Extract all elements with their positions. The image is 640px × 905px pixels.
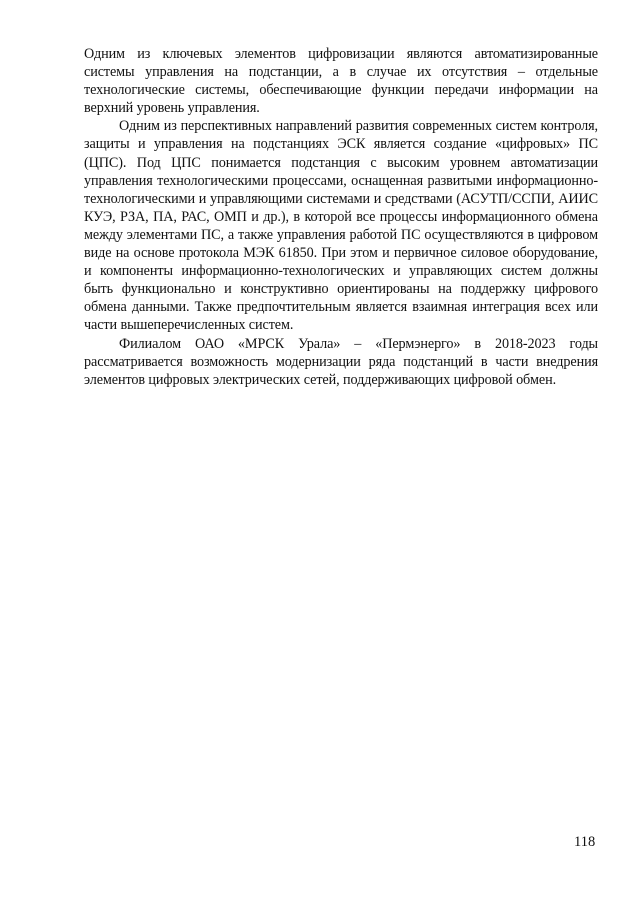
paragraph-3: Филиалом ОАО «МРСК Урала» – «Пермэнерго» в 2018-2023 годы рассматривается возможность модернизации ряда подстанций в части внедрения элементов цифровых электрических сетей, поддерживающих цифровой обмен. — [84, 335, 598, 388]
body-text — [84, 45, 598, 389]
page-number: 118 — [574, 834, 596, 850]
paragraph-1: Одним из ключевых элементов цифровизации являются автоматизированные системы управления на подстанции, а в случае их отсутствия – отдельные технологические системы, обеспечивающие функции передачи информации на верхний уровень управления. — [84, 46, 598, 117]
paragraph-2: Одним из перспективных направлений развития современных систем контроля, защиты и управления на подстанциях ЭСК является создание «цифровых» ПС (ЦПС). Под ЦПС понимается подстанция с высоким уровнем автоматизации управления технологическими процессами, оснащенная развитыми информационно-технологическими и управляющими системами и средствами (АСУТП/ССПИ, АИИС КУЭ, РЗА, ПА, РАС, ОМП и др.), в которой все процессы информационного обмена между элементами ПС, а также управления работой ПС осуществляются в цифровом виде на основе протокола МЭК 61850. При этом и первичное силовое оборудование, и компоненты информационно-технологических и управляющих систем должны быть функционально и конструктивно ориентированы на поддержку цифрового обмена данными. Также предпочтительным является взаимная интеграция всех или части вышеперечисленных систем. — [84, 118, 598, 334]
